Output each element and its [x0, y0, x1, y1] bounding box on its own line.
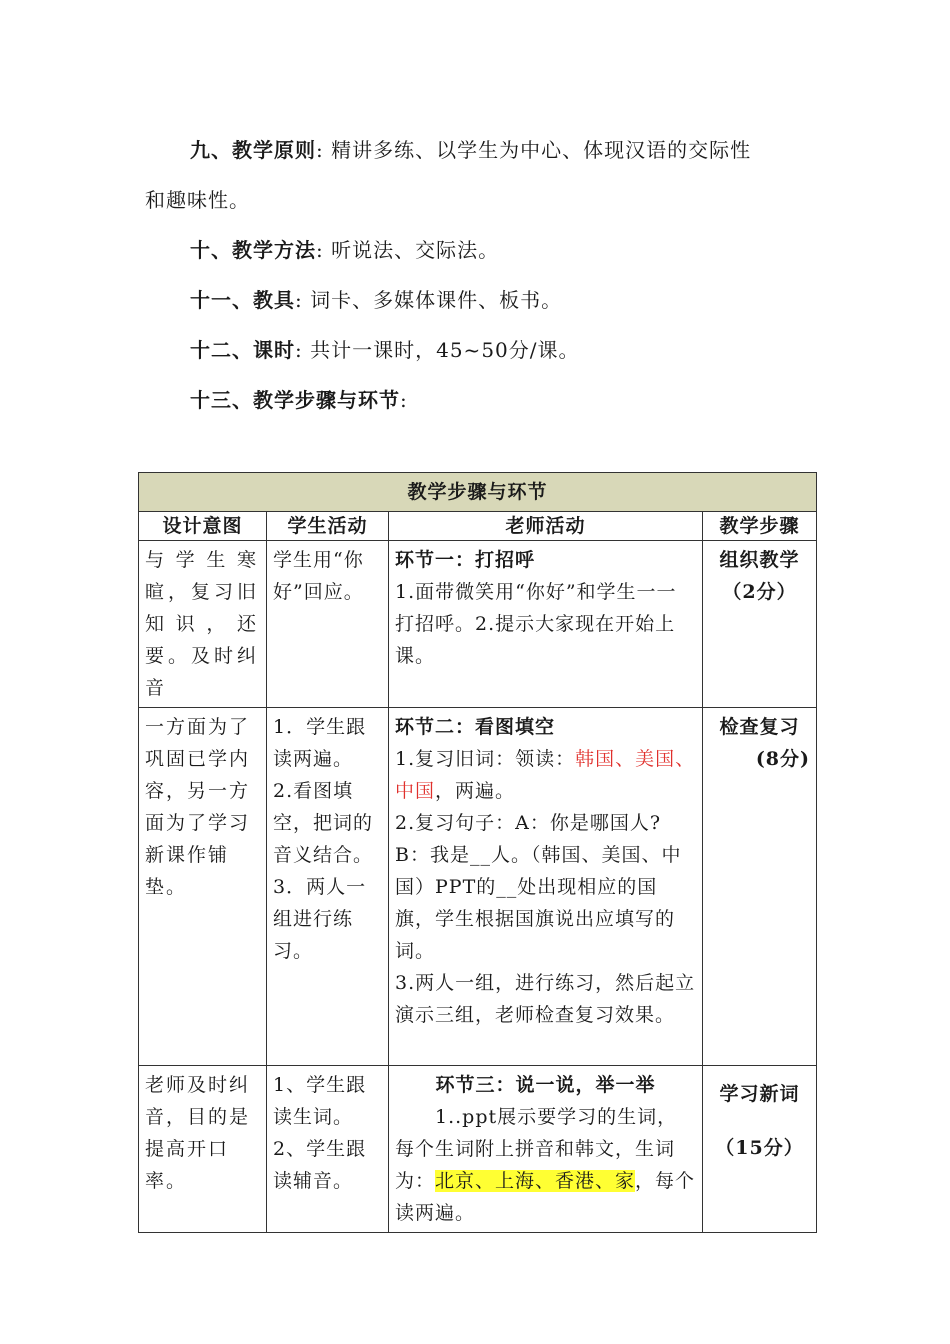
- teacher-cell: [389, 541, 703, 708]
- section-text: 听说法、交际法。: [331, 238, 500, 262]
- section-text: 词卡、多媒体课件、板书。: [310, 288, 563, 312]
- header-teacher: 老师活动: [389, 512, 703, 541]
- table-row: [139, 1066, 817, 1233]
- teacher-cell: 环节三：说一说，举一举 1..ppt展示要学习的生词，每个生词附上拼音和韩文，生词为：北京、上海、香港、家，每个读两遍。: [389, 1066, 703, 1233]
- intent-cell: 一方面为了巩固已学内容，另一方面为了学习新课作铺垫。: [139, 708, 267, 1066]
- section-text: 共计一课时，45~50分/课。: [310, 338, 580, 362]
- teacher-cell: 环节二：看图填空 1.复习旧词：领读：韩国、美国、中国，两遍。 2.复习句子：A：你是哪国人? B：我是__人。（韩国、美国、中国）PPT的__处出现相应的国旗，学生根据国旗说出应填写的词。 3.两人一组，进行练习，然后起立演示三组，老师检查复习效果。: [389, 708, 703, 1066]
- student-cell: 1、学生跟读生词。 2、学生跟读辅音。: [267, 1066, 389, 1233]
- section-teaching-principle: 九、教学原则: 精讲多练、以学生为中心、体现汉语的交际性: [190, 138, 752, 162]
- table-row: [139, 708, 817, 1066]
- student-cell: 学生用“你好”回应。: [267, 541, 389, 708]
- header-step: 教学步骤: [703, 512, 817, 541]
- intent-cell: 与学生寒暄，复习旧知识，还要。及时纠音: [139, 541, 267, 708]
- highlighted-words: 韩国、美国、中国: [395, 748, 696, 802]
- table-caption: 教学步骤与环节: [139, 473, 817, 512]
- table-header-row: [139, 512, 817, 541]
- section-teaching-steps: 十三、教学步骤与环节:: [190, 388, 408, 412]
- teaching-steps-table: [138, 472, 817, 1233]
- step-name: 组织教学: [719, 549, 800, 571]
- teacher-section-title: 环节一：打招呼: [395, 549, 536, 571]
- section-heading: 十一、教具: [190, 288, 295, 312]
- student-cell: 1．学生跟读两遍。 2.看图填空，把词的音义结合。 3．两人一组进行练习。: [267, 708, 389, 1066]
- teacher-text: 1.面带微笑用“你好”和学生一一打招呼。2.提示大家现在开始上课。: [395, 581, 677, 667]
- step-time: (8分): [755, 748, 811, 770]
- section-class-hours: 十二、课时: 共计一课时，45~50分/课。: [190, 338, 580, 362]
- step-cell: [703, 1066, 817, 1233]
- step-time: （2分）: [722, 581, 797, 603]
- section-teaching-method: 十、教学方法: 听说法、交际法。: [190, 238, 500, 262]
- step-time: （15分）: [715, 1137, 804, 1159]
- teacher-section-title: 环节二：看图填空: [395, 716, 556, 738]
- section-heading: 十三、教学步骤与环节: [190, 388, 400, 412]
- step-name: 检查复习: [719, 716, 800, 738]
- step-name: 学习新词: [719, 1083, 800, 1105]
- step-cell: [703, 541, 817, 708]
- highlighted-words: 北京、上海、香港、家: [435, 1170, 636, 1192]
- header-intent: 设计意图: [139, 512, 267, 541]
- teacher-section-title: 环节三：说一说，举一举: [435, 1074, 656, 1096]
- section-text: 精讲多练、以学生为中心、体现汉语的交际性: [331, 138, 752, 162]
- section-heading: 九、教学原则: [190, 138, 316, 162]
- step-cell: [703, 708, 817, 1066]
- section-teaching-aids: 十一、教具: 词卡、多媒体课件、板书。: [190, 288, 563, 312]
- section-heading: 十二、课时: [190, 338, 295, 362]
- section-teaching-principle-cont: 和趣味性。: [145, 188, 250, 212]
- table-row: [139, 541, 817, 708]
- header-student: 学生活动: [267, 512, 389, 541]
- intent-cell: 老师及时纠音，目的是提高开口率。: [139, 1066, 267, 1233]
- section-heading: 十、教学方法: [190, 238, 316, 262]
